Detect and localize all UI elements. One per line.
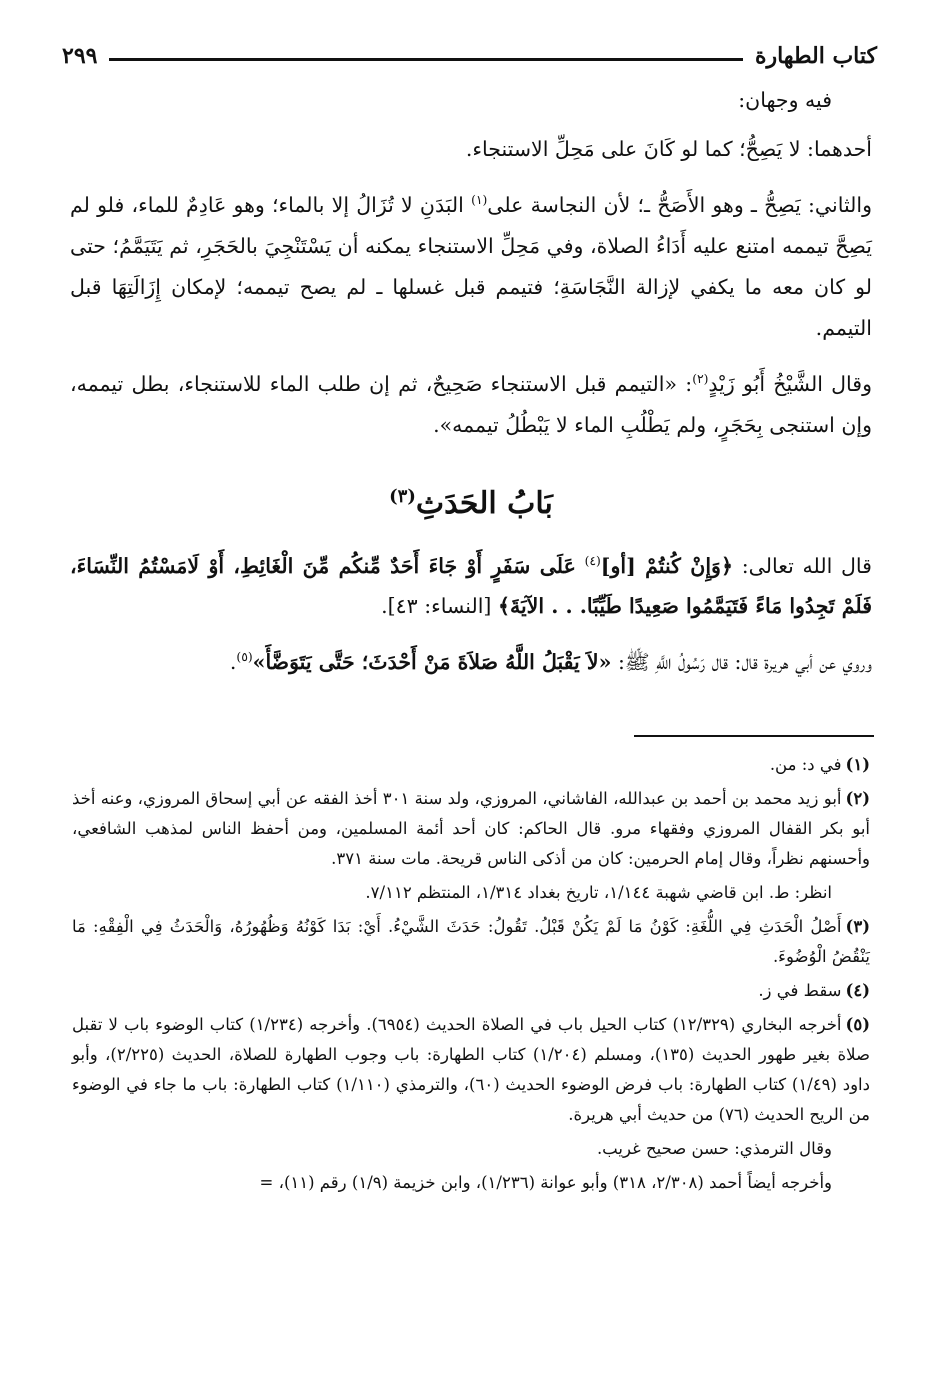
footnote-number: (١) [845, 755, 870, 774]
footnote-divider [634, 735, 874, 737]
footnote-text: أخرجه البخاري (١٢/٣٢٩) كتاب الحيل باب في الصلاة الحديث (٦٩٥٤). وأخرجه (١/٢٣٤) كتاب الوضوء باب لا تقبل صلاة بغير طهور الحديث (١٣٥)، ومسلم (١/٢٠٤) كتاب الطهارة: باب وجوب الطهارة للصلاة، الحديث (٢/٢٢٥)، وأبو داود (١/٤٩) كتاب الطهارة: باب فرض الوضوء الحديث (٦٠)، والترمذي (١/١١٠) كتاب الطهارة: باب ما جاء في الوضوء من الريح الحديث (٧٦) من حديث أبي هريرة. [72, 1015, 871, 1124]
quran-reference: [النساء: ٤٣]. [381, 594, 492, 619]
main-text [70, 80, 872, 693]
footnote-text: أبو زيد محمد بن أحمد بن عبدالله، الفاشاني، المروزي، ولد سنة ٣٠١ أخذ الفقه عن أبي إسحاق المروزي، وعنه أخذ أبو بكر القفال المروزي وفقهاء مرو. قال الحاكم: كان أحد أئمة المسلمين، ومن أحفظ الناس لمذهب الشافعي، وأحسنهم نظراً، وقال إمام الحرمين: كان من أذكى الناس قريحة. مات سنة ٣٧١. [72, 789, 870, 868]
hadith-paragraph [70, 637, 872, 683]
header-rule [109, 58, 743, 61]
footnote [72, 1010, 870, 1130]
paragraph: فيه وجهان: [738, 88, 832, 112]
footnote-number: (٢) [845, 789, 870, 808]
footnote [72, 976, 870, 1006]
quran-intro: قال الله تعالى: [741, 553, 872, 578]
paragraph-part: وقال الشَّيْخُ أَبُو زَيْدٍ [708, 371, 872, 396]
paragraph-part: البَدَنِ لا تُزَالُ إلا بالماء؛ وهو عَادِمٌ للماء، فلو لم يَصِحَّ تيممه امتنع عليه أَدَاءُ الصلاة، وفي مَحِلِّ الاستنجاء يمكنه أن يَسْتَنْجِيَ بالحَجَرِ، ثم يَتَيَمَّمُ؛ حتى لو كان معه ما يكفي لإزالة النَّجَاسَةِ؛ فتيمم قبل غسلها ـ لم يصح تيممه؛ لإمكان إِزَالَتِهَا قبل التيمم. [70, 192, 872, 340]
quran-verse-part: عَلَى سَفَرٍ أَوْ جَاءَ أَحَدٌ مِّنكُم مِّنَ الْغَائِطِ، أَوْ لَامَسْتُمُ النِّسَاءَ، فَلَمْ تَجِدُوا مَاءً فَتَيَمَّمُوا صَعِيدًا طَيِّبًا. . . الآيَةَ﴾ [70, 553, 872, 619]
footnote-continuation [72, 1134, 870, 1164]
footnote-number: (٤) [845, 981, 870, 1000]
footnote-text: في د: من. [769, 755, 842, 774]
hadith-text: «لاَ يَقْبَلُ اللَّهُ صَلاَةَ مَنْ أَحْدَثَ؛ حَتَّى يَتَوَضَّأَ» [252, 650, 612, 675]
page-number: ٢٩٩ [62, 43, 98, 69]
paragraph [70, 180, 872, 349]
footnote-marker[interactable]: (١) [471, 193, 488, 207]
footnote-marker[interactable]: (٣) [389, 485, 416, 507]
paragraph-part: : «التيمم قبل الاستنجاء صَحِيحٌ، ثم إن طلب الماء للاستنجاء، بطل تيممه، وإن استنجى بِحَجَرٍ، ولم يَطْلُبِ الماء لا يَبْطُلُ تيممه». [70, 371, 872, 437]
hadith-end: . [229, 650, 237, 675]
footnote [72, 912, 870, 972]
footnote [72, 784, 870, 874]
footnote-number: (٣) [845, 917, 870, 936]
footnote-text: وقال الترمذي: حسن صحيح غريب. [596, 1139, 832, 1158]
footnote-text: سقط في ز. [758, 981, 842, 1000]
footnote-text: انظر: ط. ابن قاضي شهبة ١/١٤٤، تاريخ بغداد ١/٣١٤، المنتظم ٧/١١٢. [365, 883, 832, 902]
quran-verse-part: ﴿وَإِنْ كُنتُمْ [أو] [600, 553, 733, 578]
footnotes [72, 750, 870, 1202]
footnote-text: وأخرجه أيضاً أحمد (٢/٣٠٨، ٣١٨) وأبو عوانة (١/٢٣٦)، وابن خزيمة (١/٩) رقم (١١)، = [259, 1173, 832, 1192]
paragraph: أحدهما: لا يَصِحُّ؛ كما لو كَانَ على مَحِلِّ الاستنجاء. [465, 137, 872, 161]
footnote-continuation [72, 878, 870, 908]
chapter-title: كتاب الطهارة [754, 43, 877, 69]
paragraph-part: والثاني: يَصِحُّ ـ وهو الأَصَحُّ ـ؛ لأن النجاسة على [487, 192, 872, 217]
paragraph [70, 359, 872, 446]
quran-paragraph [70, 541, 872, 628]
footnote-continuation [72, 1168, 870, 1198]
footnote-text: أَصْلُ الْحَدَثِ فِي اللُّغَةِ: كَوْنُ مَا لَمْ يَكُنْ قَبْلُ. تَقُولُ: حَدَثَ الشَّيْءُ. أَيْ: بَدَا كَوْنُهُ وَظُهُورُهُ، وَالْحَدَثُ فِي الْفِقْهِ: مَا يَنْقُضُ الْوُضُوءَ. [72, 917, 870, 966]
section-title: بَابُ الحَدَثِ [415, 485, 553, 521]
footnote [72, 750, 870, 780]
footnote-marker[interactable]: (٤) [584, 553, 601, 568]
running-head [62, 38, 877, 74]
footnote-number: (٥) [845, 1015, 870, 1034]
hadith-intro: وروي عن أبي هريرة قال: قال رَسُولُ اللَّهِ ﷺ: [617, 650, 872, 675]
section-heading [70, 472, 872, 529]
footnote-marker[interactable]: (٢) [692, 371, 709, 386]
footnote-marker[interactable]: (٥) [236, 650, 253, 665]
